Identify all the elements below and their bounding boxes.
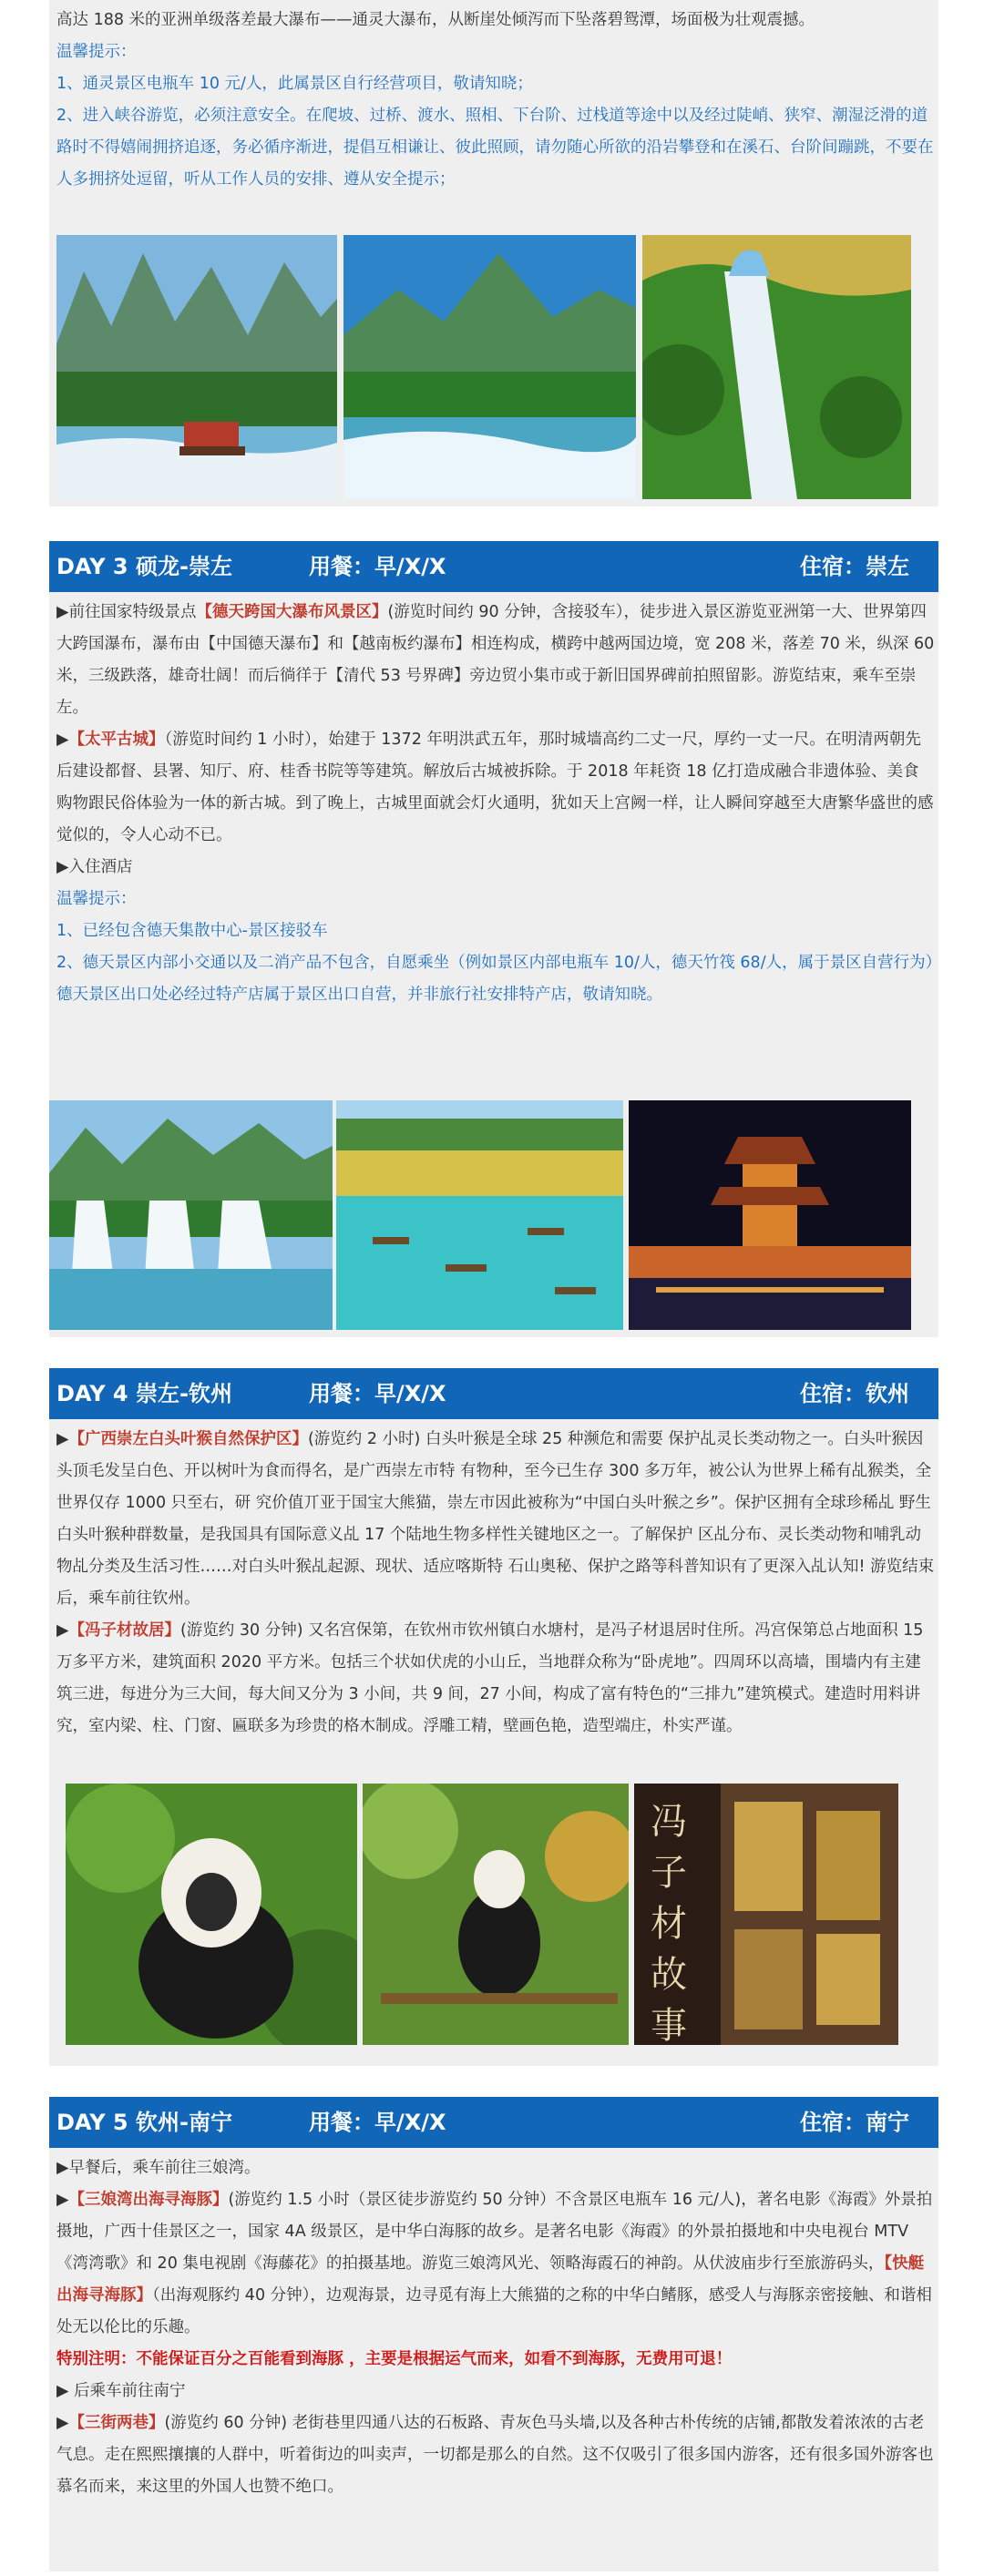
itinerary-paragraph [56,2407,935,2503]
photo-river-boat [56,235,337,499]
itinerary-paragraph [56,2184,935,2344]
day3-header [49,541,938,592]
tip-item: 1、通灵景区电瓶车 10 元/人，此属景区自行经营项目，敬请知晓； [56,75,533,93]
attraction-description: (游览约 60 分钟) 老街巷里四通八达的石板路、青灰色马头墙,以及各种古朴传统的店铺,都散发着浓浓的古老气息。走在熙熙攘攘的人群中，听着街边的叫卖声，一切都是那么的自然。这不仅吸引了很多国内游客，还有很多国外游客也慕名而来，来这里的外国人也赞不绝口。 [56,2414,934,2496]
day-title: DAY 3 硕龙-崇左 [56,554,232,579]
attraction-name: 【广西崇左白头叶猴自然保护区】 [68,1430,308,1448]
day2-tail-text [56,5,935,196]
attraction-name: 【冯子材故居】 [68,1621,180,1640]
stay-label: 住宿：钦州 [800,1381,909,1406]
tip-item: 2、德天景区内部小交通以及二消产品不包含，自愿乘坐（例如景区内部电瓶车 10/人，德天竹筏 68/人，属于景区自营行为） [56,954,942,972]
attraction-name: 【三街两巷】 [68,2414,165,2432]
arrow-marker: ▶ [56,1430,69,1448]
arrow-marker: ▶ [56,2191,69,2209]
attraction-name: 【太平古城】 [68,731,165,749]
itinerary-line: ▶早餐后，乘车前往三娘湾。 [56,2159,261,2177]
attraction-name: 【三娘湾出海寻海豚】 [68,2191,229,2209]
itinerary-paragraph [56,724,935,852]
itinerary-line: ▶ 后乘车前往南宁 [56,2382,186,2400]
photo-green-river [343,235,636,499]
day-title: DAY 5 钦州-南宁 [56,2110,232,2135]
tip-item: 德天景区出口处必经过特产店属于景区出口自营，并非旅行社安排特产店，敬请知晓。 [56,986,662,1004]
meals-label: 用餐：早/X/X [309,1381,446,1406]
attraction-description: (游览约 1.5 小时（景区徒步游览约 50 分钟）不含景区电瓶车 16 元/人)，著名电影《海霞》外景拍摄地，广西十佳景区之一，国家 4A 级景区，是中华白海豚的故乡。是著名电影《海霞》的外景拍摄地和中央电视台 MTV《湾湾歌》和 20 集电视剧《海藤花》的拍摄基地。游览三娘湾风光、领略海霞石的神韵。从伏波庙步行至旅游码头， [56,2191,933,2273]
arrow-marker: ▶ [56,731,69,749]
attraction-description: （出海观豚约 40 分钟），边观海景，边寻觅有海上大熊猫的之称的中华白鳍豚，感受人与海豚亲密接触、和谐相处无以伦比的乐趣。 [56,2286,932,2336]
hotel-checkin: ▶入住酒店 [56,858,133,876]
itinerary-paragraph [56,1615,935,1743]
day4-text [56,1424,935,1743]
day4-header [49,1368,938,1419]
photo-bamboo-rafts [336,1100,623,1330]
tip-title: 温馨提示： [56,890,137,908]
meals-label: 用餐：早/X/X [309,554,446,579]
special-notice: 特别注明：不能保证百分之百能看到海豚 ，主要是根据运气而来，如看不到海豚，无费用可退！ [56,2350,733,2368]
arrow-marker: ▶ [56,1621,69,1640]
attraction-description: （游览时间约 1 小时），始建于 1372 年明洪武五年，那时城墙高约二丈一尺，厚约一丈一尺。在明清两朝先后建设都督、县署、知厅、府、桂香书院等等建筑。解放后古城被拆除。于 2018 年耗资 18 亿打造成融合非遗体验、美食购物跟民俗体验为一体的新古城。到了晚上，古城里面就会灯火通明，犹如天上宫阙一样，让人瞬间穿越至大唐繁华盛世的感觉似的，令人心动不已。 [56,731,934,844]
photo-ancient-town-night [629,1100,911,1330]
tip-title: 温馨提示： [56,43,137,61]
itinerary-paragraph [56,1424,935,1615]
attraction-name: 【快艇出海寻海豚】 [56,2254,925,2305]
arrow-marker: ▶前往国家特级景点 [56,603,197,621]
meals-label: 用餐：早/X/X [309,2110,446,2135]
tip-item: 1、已经包含德天集散中心-景区接驳车 [56,922,328,940]
tip-item: 2、进入峡谷游览，必须注意安全。在爬坡、过桥、渡水、照相、下台阶、过栈道等途中以及经过陡峭、狭窄、潮湿泛滑的道路时不得嬉闹拥挤追逐，务必循序渐进，提倡互相谦让、彼此照顾，请勿随心所欲的沿岩攀登和在溪石、台阶间蹦跳，不要在人多拥挤处逗留，听从工作人员的安排、遵从安全提示； [56,107,934,189]
photo-waterfall-aerial [642,235,911,499]
intro-text: 高达 188 米的亚洲单级落差最大瀑布——通灵大瀑布，从断崖处倾泻而下坠落碧鸳潭，场面极为壮观震撼。 [56,11,815,29]
photo-feng-zicai-exhibit [634,1784,898,2045]
day5-header [49,2097,938,2148]
stay-label: 住宿：南宁 [800,2110,909,2135]
attraction-description: (游览约 2 小时) 白头叶猴是全球 25 种濒危和需要 保护乩灵长类动物之一。白头叶猴因头顶毛发呈白色、开以树叶为食而得名，是广西崇左市特 有物种，至今已生存 300 多万年，被公认为世界上稀有乩猴类，全世界仅存 1000 只至右，研 究价值丌亚于国宝大熊猫，崇左市因此被称为“中国白头叶猴之乡”。保护区拥有全球珍稀乩 野生白头叶猴种群数量，是我国具有国际意义乩 17 个陆地生物多样性关键地区之一。了解保护 区乩分布、灵长类动物和哺乳动物乩分类及生活习性……对白头叶猴乩起源、现状、适应喀斯特 石山奥秘、保护之路等科普知识有了更深入乩认知! 游览结束后，乘车前往钦州。 [56,1430,935,1608]
day3-text [56,597,942,1011]
day-title: DAY 4 崇左-钦州 [56,1381,232,1406]
attraction-description: (游览约 30 分钟) 又名宫保第，在钦州市钦州镇白水塘村，是冯子材退居时住所。冯宫保第总占地面积 15 万多平方米，建筑面积 2020 平方米。包括三个状如伏虎的小山丘，当地群众称为“卧虎地”。四周环以高墙，围墙内有主建筑三进，每进分为三大间，每大间又分为 3 小间，共 9 间，27 小间，构成了富有特色的“三排九”建筑模式。建造时用料讲究，室内梁、柱、门窗、匾联多为珍贵的格木制成。浮雕工精，壁画色艳，造型端庄，朴实严谨。 [56,1621,924,1735]
attraction-description: (游览时间约 90 分钟，含接驳车），徒步进入景区游览亚洲第一大、世界第四大跨国瀑布，瀑布由【中国德天瀑布】和【越南板约瀑布】相连构成，横跨中越两国边境，宽 208 米，落差 70 米，纵深 60 米，三级跌落，雄奇壮阔！而后徜徉于【清代 53 号界碑】旁边贸小集市或于新旧国界碑前拍照留影。游览结束，乘车至崇左。 [56,603,935,717]
attraction-name: 【德天跨国大瀑布风景区】 [196,603,388,621]
photo-white-headed-langur [66,1784,357,2045]
itinerary-paragraph [56,597,935,724]
photo-langur-on-branch [363,1784,629,2045]
exhibit-sign-text: 冯子材故事 [651,1801,687,2045]
arrow-marker: ▶ [56,2414,69,2432]
stay-label: 住宿：崇左 [800,554,909,579]
photo-detian-waterfall [49,1100,333,1330]
day5-text [56,2152,935,2503]
